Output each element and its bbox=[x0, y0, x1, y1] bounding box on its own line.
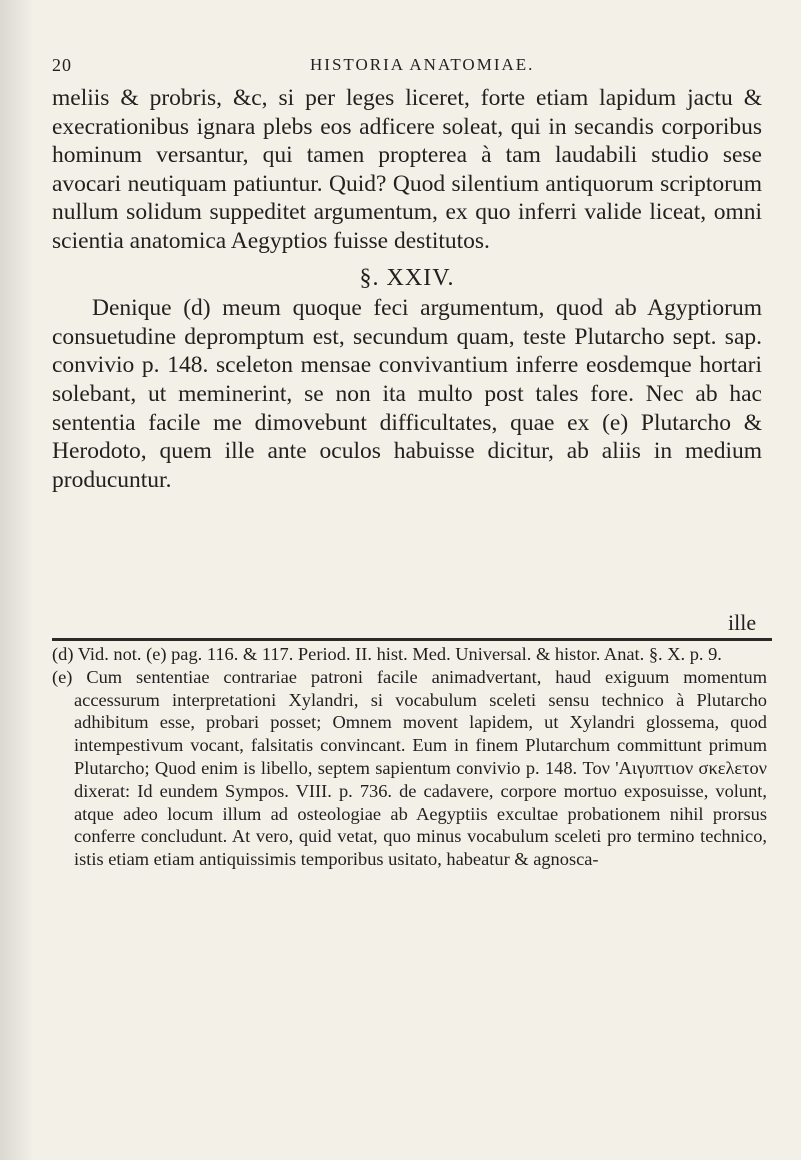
footnote-e: (e) Cum sententiae contrariae patroni facile animadvertant, haud exiguum momentum accessurum interpretationi Xylandri, si vocabulum sceleti sensu technico à Plutarcho adhibitum esse, probari posset; Omnem movent lapidem, ut Xylandri glossema, quod intempestivum vocant, falsitatis convincant. Eum in finem Plutarchum committunt primum Plutarcho; Quod enim is libello, septem sapientum convivio p. 148. Τον 'Αιγυπτιον σκελετον dixerat: Id eundem Sympos. VIII. p. 736. de cadavere, corpore mortuo exposuisse, volunt, atque adeo locum illum ad osteologiae ab Aegyptiis excultae probationem nihil prorsus conferre concludunt. At vero, quid vetat, quo minus vocabulum sceleti pro termino technico, istis etiam etiam antiquissimis temporibus usitato, habeatur & agnosca- bbox=[52, 666, 767, 870]
running-head: HISTORIA ANATOMIAE. bbox=[310, 55, 535, 74]
page-header bbox=[52, 55, 741, 83]
page-number: 20 bbox=[52, 55, 72, 75]
paragraph-1: meliis & probris, &c, si per leges liceret, forte etiam lapidum jactu & execrationibus ignara plebs eos adficere soleat, qui in secandis corporibus hominum versantur, qui tamen propterea à tam laudabili studio sese avocari neutiquam patiuntur. Quid? Quod silentium antiquorum scriptorum nullum solidum suppeditet argumentum, ex quo inferri valide liceat, omni scientia anatomica Aegyptios fuisse destitutos. bbox=[52, 85, 762, 254]
page-fold-shadow bbox=[0, 0, 34, 1160]
paragraph-2: Denique (d) meum quoque feci argumentum, quod ab Agyptiorum consuetudine depromptum est, secundum quam, teste Plutarcho sept. sap. convivio p. 148. sceleton mensae convivantium inferre eosdemque hortari solebant, ut meminerint, se non ita multo post tales fore. Nec ab hac sententia facile me dimovebunt difficultates, quae ex (e) Plutarcho & Herodoto, quem ille ante oculos habuisse dicitur, ab aliis in medium producuntur. bbox=[52, 295, 762, 493]
main-text bbox=[52, 84, 762, 494]
section-heading: §. XXIV. bbox=[359, 264, 455, 291]
footnote-rule bbox=[52, 638, 772, 641]
catch-word: ille bbox=[728, 610, 757, 635]
footnotes bbox=[52, 643, 767, 871]
footnote-d: (d) Vid. not. (e) pag. 116. & 117. Period. II. hist. Med. Universal. & histor. Anat. §. X. p. 9. bbox=[52, 644, 722, 664]
